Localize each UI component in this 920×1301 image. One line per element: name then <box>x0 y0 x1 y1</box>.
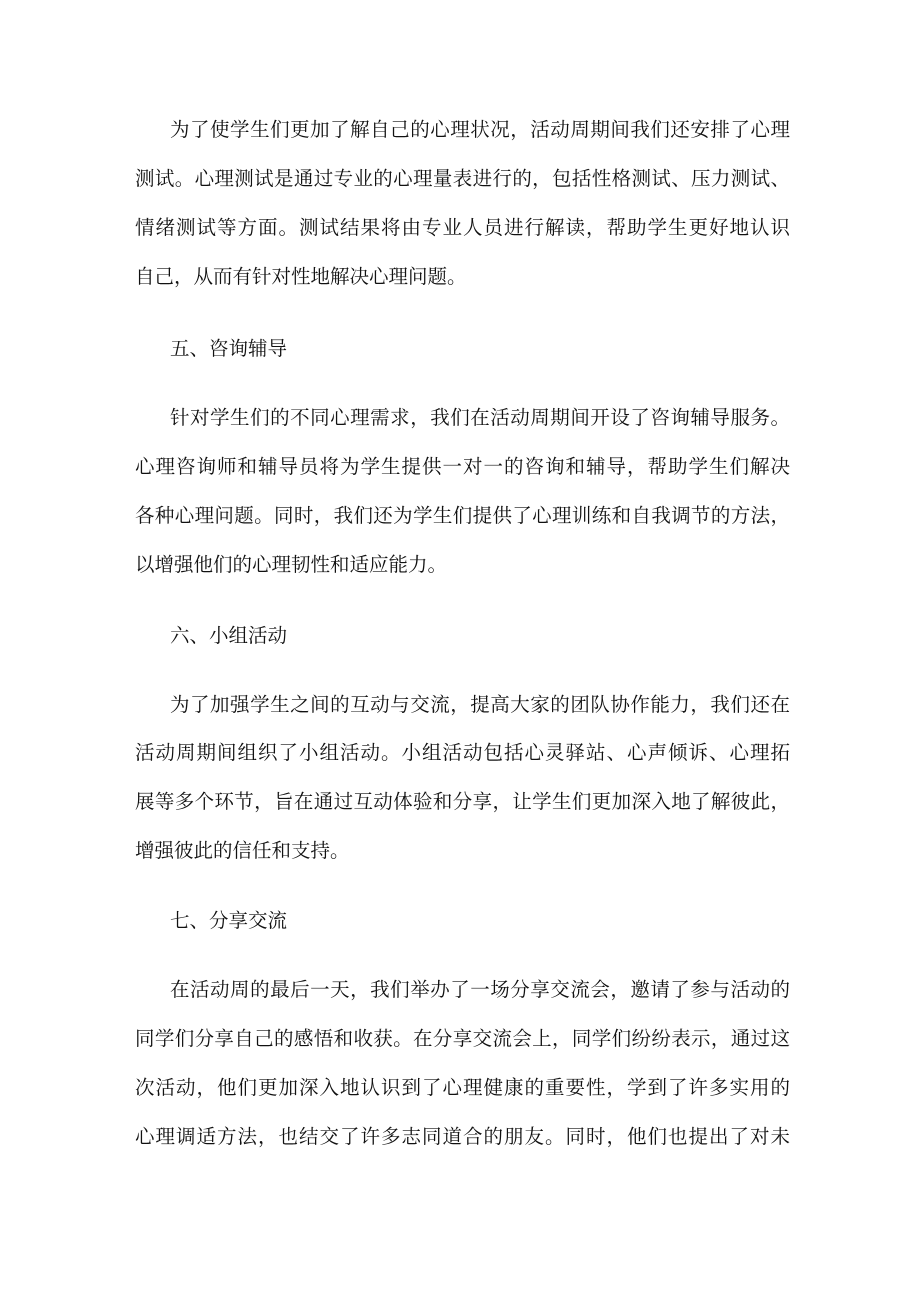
paragraph-line: 各种心理问题。同时，我们还为学生们提供了心理训练和自我调节的方法， <box>135 504 790 527</box>
paragraph-line: 测试。心理测试是通过专业的心理量表进行的，包括性格测试、压力测试、 <box>135 167 790 190</box>
section-heading: 六、小组活动 <box>170 624 288 647</box>
paragraph-line: 以增强他们的心理韧性和适应能力。 <box>135 553 448 576</box>
paragraph-line: 展等多个环节，旨在通过互动体验和分享，让学生们更加深入地了解彼此， <box>135 790 790 813</box>
paragraph-line: 活动周期间组织了小组活动。小组活动包括心灵驿站、心声倾诉、心理拓 <box>135 741 790 764</box>
paragraph-line: 针对学生们的不同心理需求，我们在活动周期间开设了咨询辅导服务。 <box>170 406 790 429</box>
section-heading: 五、咨询辅导 <box>170 337 288 360</box>
paragraph-line: 增强彼此的信任和支持。 <box>135 839 350 862</box>
paragraph-line: 为了使学生们更加了解自己的心理状况，活动周期间我们还安排了心理 <box>170 118 790 141</box>
paragraph-line: 心理调适方法，也结交了许多志同道合的朋友。同时，他们也提出了对未 <box>135 1125 790 1148</box>
paragraph-line: 自己，从而有针对性地解决心理问题。 <box>135 265 467 288</box>
paragraph-line: 情绪测试等方面。测试结果将由专业人员进行解读，帮助学生更好地认识 <box>135 216 790 239</box>
section-heading: 七、分享交流 <box>170 909 288 932</box>
paragraph-line: 同学们分享自己的感悟和收获。在分享交流会上，同学们纷纷表示，通过这 <box>135 1027 790 1050</box>
paragraph-line: 心理咨询师和辅导员将为学生提供一对一的咨询和辅导，帮助学生们解决 <box>135 455 790 478</box>
paragraph-line: 在活动周的最后一天，我们举办了一场分享交流会，邀请了参与活动的 <box>170 978 790 1001</box>
paragraph-line: 为了加强学生之间的互动与交流，提高大家的团队协作能力，我们还在 <box>170 693 790 716</box>
paragraph-line: 次活动，他们更加深入地认识到了心理健康的重要性，学到了许多实用的 <box>135 1076 790 1099</box>
